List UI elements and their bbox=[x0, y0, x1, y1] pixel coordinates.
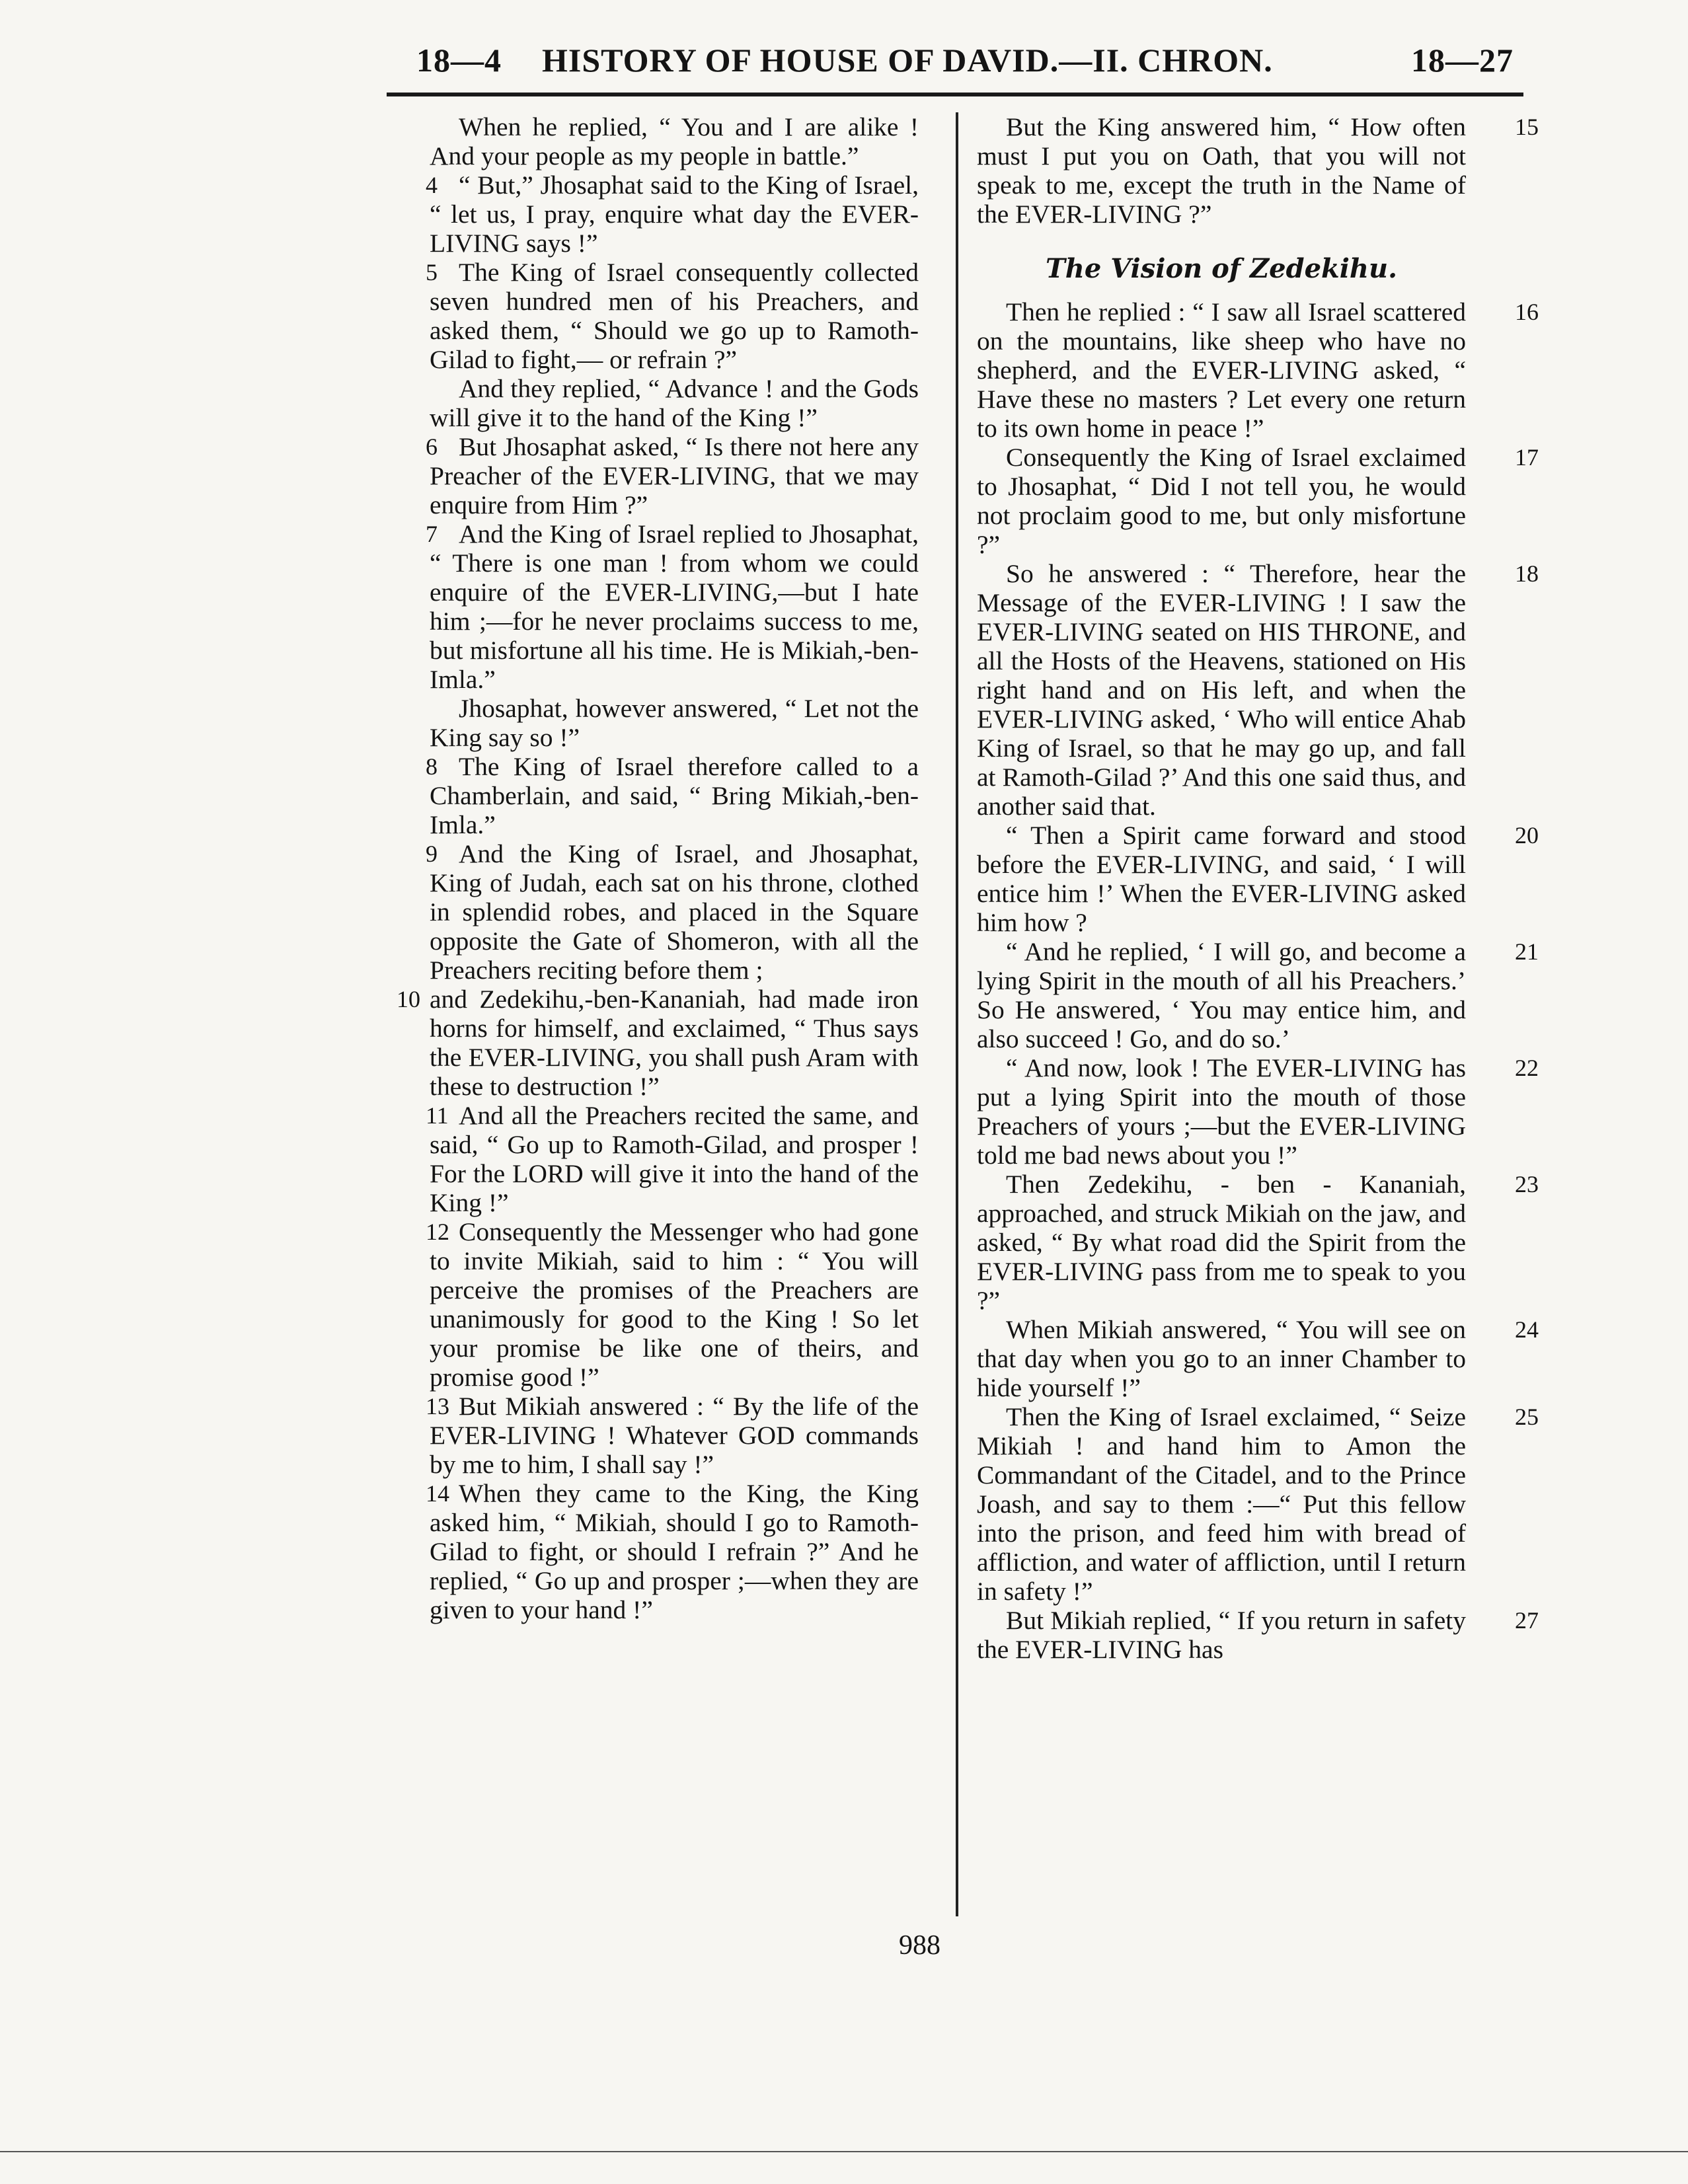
header-title: HISTORY OF HOUSE OF DAVID.—II. CHRON. bbox=[542, 42, 1273, 79]
verse-text: And the King of Israel, and Jhosaphat, King of Judah, each sat on his throne, clothed in splendid robes, and placed in the Square opposite the Gate of Shomeron, with all the Preachers reciting before them ; bbox=[430, 839, 919, 985]
verse-paragraph bbox=[426, 1217, 919, 1392]
verse-text: “ And now, look ! The EVER-LIVING has put a lying Spirit into the mouth of those Preachers of yours ;—but the EVER-LIVING told me bad news about you !” bbox=[977, 1053, 1466, 1170]
verse-text: Consequently the King of Israel exclaimed to Jhosaphat, “ Did I not tell you, he would not proclaim good to me, but only misfortune ?” bbox=[977, 443, 1466, 559]
verse-paragraph bbox=[977, 1170, 1539, 1315]
verse-number: 22 bbox=[1515, 1055, 1539, 1081]
verse-number: 6 bbox=[426, 433, 438, 460]
verse-paragraph bbox=[977, 1402, 1539, 1606]
page-number: 988 bbox=[899, 1930, 940, 1961]
verse-text: But the King answered him, “ How often must I put you on Oath, that you will not speak to me, except the truth in the Name of the EVER-LIVING ?” bbox=[977, 112, 1466, 229]
verse-paragraph bbox=[426, 1392, 919, 1479]
verse-number: 25 bbox=[1515, 1404, 1539, 1430]
verse-paragraph bbox=[430, 694, 919, 752]
verse-number: 12 bbox=[426, 1219, 449, 1245]
verse-number: 5 bbox=[426, 259, 438, 285]
verse-number: 4 bbox=[426, 172, 438, 198]
verse-text: “ But,” Jhosaphat said to the King of Israel, “ let us, I pray, enquire what day the EVER-LIVING says !” bbox=[430, 170, 919, 258]
running-header bbox=[390, 41, 1514, 89]
verse-text: “ And he replied, ‘ I will go, and become a lying Spirit in the mouth of all his Preachers.’ So He answered, ‘ You may entice him, and also succeed ! Go, and do so.’ bbox=[977, 937, 1466, 1053]
verse-paragraph bbox=[977, 1606, 1539, 1664]
verse-text: Then the King of Israel exclaimed, “ Seize Mikiah ! and hand him to Amon the Commandant of the Citadel, and to the Prince Joash, and say to them :—“ Put this fellow into the prison, and feed him with bread of affliction, and water of affliction, until I return in safety !” bbox=[977, 1402, 1466, 1606]
verse-text: When they came to the King, the King asked him, “ Mikiah, should I go to Ramoth-Gilad to fight, or should I refrain ?” And he replied, “ Go up and prosper ;—when they are given to your hand !” bbox=[430, 1479, 919, 1624]
section-heading: The Vision of Zedekihu. bbox=[1045, 253, 1398, 284]
verse-text: The King of Israel consequently collected seven hundred men of his Preachers, and asked them, “ Should we go up to Ramoth-Gilad to fight,— or refrain ?” bbox=[430, 258, 919, 374]
right-text-column bbox=[977, 112, 1539, 1664]
verse-paragraph bbox=[977, 443, 1539, 559]
verse-paragraph bbox=[426, 1479, 919, 1624]
verse-text: Then he replied : “ I saw all Israel scattered on the mountains, like sheep who have no shepherd, and the EVER-LIVING asked, “ Have these no masters ? Let every one return to its own home in peace !” bbox=[977, 297, 1466, 443]
column-divider bbox=[956, 112, 958, 1916]
verse-paragraph bbox=[397, 985, 919, 1101]
verse-number: 23 bbox=[1515, 1171, 1539, 1197]
verse-number: 27 bbox=[1515, 1607, 1539, 1634]
verse-text: When he replied, “ You and I are alike ! And your people as my people in battle.” bbox=[430, 112, 919, 170]
verse-number: 14 bbox=[426, 1480, 449, 1507]
header-right-reference: 18—27 bbox=[1411, 42, 1514, 79]
verse-text: So he answered : “ Therefore, hear the Message of the EVER-LIVING ! I saw the EVER-LIVING seated on HIS THRONE, and all the Hosts of the Heavens, stationed on His right hand and on His left, and when the EVER-LIVING asked, ‘ Who will entice Ahab King of Israel, so that he may go up, and fall at Ramoth-Gilad ?’ And this one said thus, and another said that. bbox=[977, 559, 1466, 821]
verse-number: 9 bbox=[426, 841, 438, 867]
verse-text: But Mikiah answered : “ By the life of the EVER-LIVING ! Whatever GOD commands by me to him, I shall say !” bbox=[430, 1392, 919, 1479]
verse-text: And they replied, “ Advance ! and the Gods will give it to the hand of the King !” bbox=[430, 374, 919, 432]
verse-number: 7 bbox=[426, 521, 438, 547]
verse-number: 20 bbox=[1515, 822, 1539, 848]
verse-paragraph bbox=[977, 112, 1539, 229]
verse-paragraph bbox=[430, 374, 919, 432]
verse-text: and Zedekihu,-ben-Kananiah, had made iron horns for himself, and exclaimed, “ Thus says the EVER-LIVING, you shall push Aram with these to destruction !” bbox=[430, 985, 919, 1101]
verse-paragraph bbox=[426, 258, 919, 374]
verse-text: “ Then a Spirit came forward and stood before the EVER-LIVING, and said, ‘ I will entice him !’ When the EVER-LIVING asked him how ? bbox=[977, 821, 1466, 937]
verse-number: 18 bbox=[1515, 560, 1539, 587]
verse-paragraph bbox=[977, 1315, 1539, 1402]
verse-number: 16 bbox=[1515, 299, 1539, 325]
scan-bottom-edge bbox=[0, 2151, 1688, 2152]
verse-text: Then Zedekihu, - ben - Kananiah, approached, and struck Mikiah on the jaw, and asked, “ By what road did the Spirit from the EVER-LIVING pass from me to speak to you ?” bbox=[977, 1170, 1466, 1315]
verse-number: 11 bbox=[426, 1102, 449, 1129]
verse-number: 24 bbox=[1515, 1316, 1539, 1343]
right-column-body bbox=[977, 297, 1539, 1664]
verse-number: 8 bbox=[426, 753, 438, 780]
verse-text: But Jhosaphat asked, “ Is there not here any Preacher of the EVER-LIVING, that we may enquire from Him ?” bbox=[430, 432, 919, 519]
verse-paragraph bbox=[426, 432, 919, 519]
verse-paragraph bbox=[977, 297, 1539, 443]
verse-paragraph bbox=[977, 821, 1539, 937]
verse-number: 15 bbox=[1515, 114, 1539, 140]
header-rule bbox=[387, 93, 1523, 96]
verse-paragraph bbox=[426, 519, 919, 694]
verse-paragraph bbox=[426, 170, 919, 258]
verse-number: 10 bbox=[397, 986, 420, 1012]
verse-text: When Mikiah answered, “ You will see on that day when you go to an inner Chamber to hide yourself !” bbox=[977, 1315, 1466, 1402]
header-left-reference: 18—4 bbox=[416, 42, 502, 79]
verse-text: And the King of Israel replied to Jhosaphat, “ There is one man ! from whom we could enquire of the EVER-LIVING,—but I hate him ;—for he never proclaims success to me, but misfortune all his time. He is Mikiah,-ben-Imla.” bbox=[430, 519, 919, 694]
verse-text: Jhosaphat, however answered, “ Let not the King say so !” bbox=[430, 694, 919, 752]
verse-paragraph bbox=[977, 937, 1539, 1053]
verse-text: But Mikiah replied, “ If you return in safety the EVER-LIVING has bbox=[977, 1606, 1466, 1664]
verse-number: 13 bbox=[426, 1393, 449, 1419]
verse-text: The King of Israel therefore called to a Chamberlain, and said, “ Bring Mikiah,-ben-Imla.” bbox=[430, 752, 919, 839]
verse-paragraph bbox=[977, 1053, 1539, 1170]
verse-text: Consequently the Messenger who had gone to invite Mikiah, said to him : “ You will perceive the promises of the Preachers are unanimously for good to the King ! So let your promise be like one of theirs, and promise good !” bbox=[430, 1217, 919, 1392]
verse-text: And all the Preachers recited the same, and said, “ Go up to Ramoth-Gilad, and prosper ! For the LORD will give it into the hand of the King !” bbox=[430, 1101, 919, 1217]
verse-paragraph bbox=[977, 559, 1539, 821]
verse-paragraph bbox=[426, 839, 919, 985]
left-text-column bbox=[397, 112, 919, 1624]
verse-number: 21 bbox=[1515, 938, 1539, 965]
right-column-intro bbox=[977, 112, 1539, 229]
verse-paragraph bbox=[426, 1101, 919, 1217]
verse-paragraph bbox=[426, 752, 919, 839]
verse-paragraph bbox=[430, 112, 919, 170]
verse-number: 17 bbox=[1515, 444, 1539, 471]
